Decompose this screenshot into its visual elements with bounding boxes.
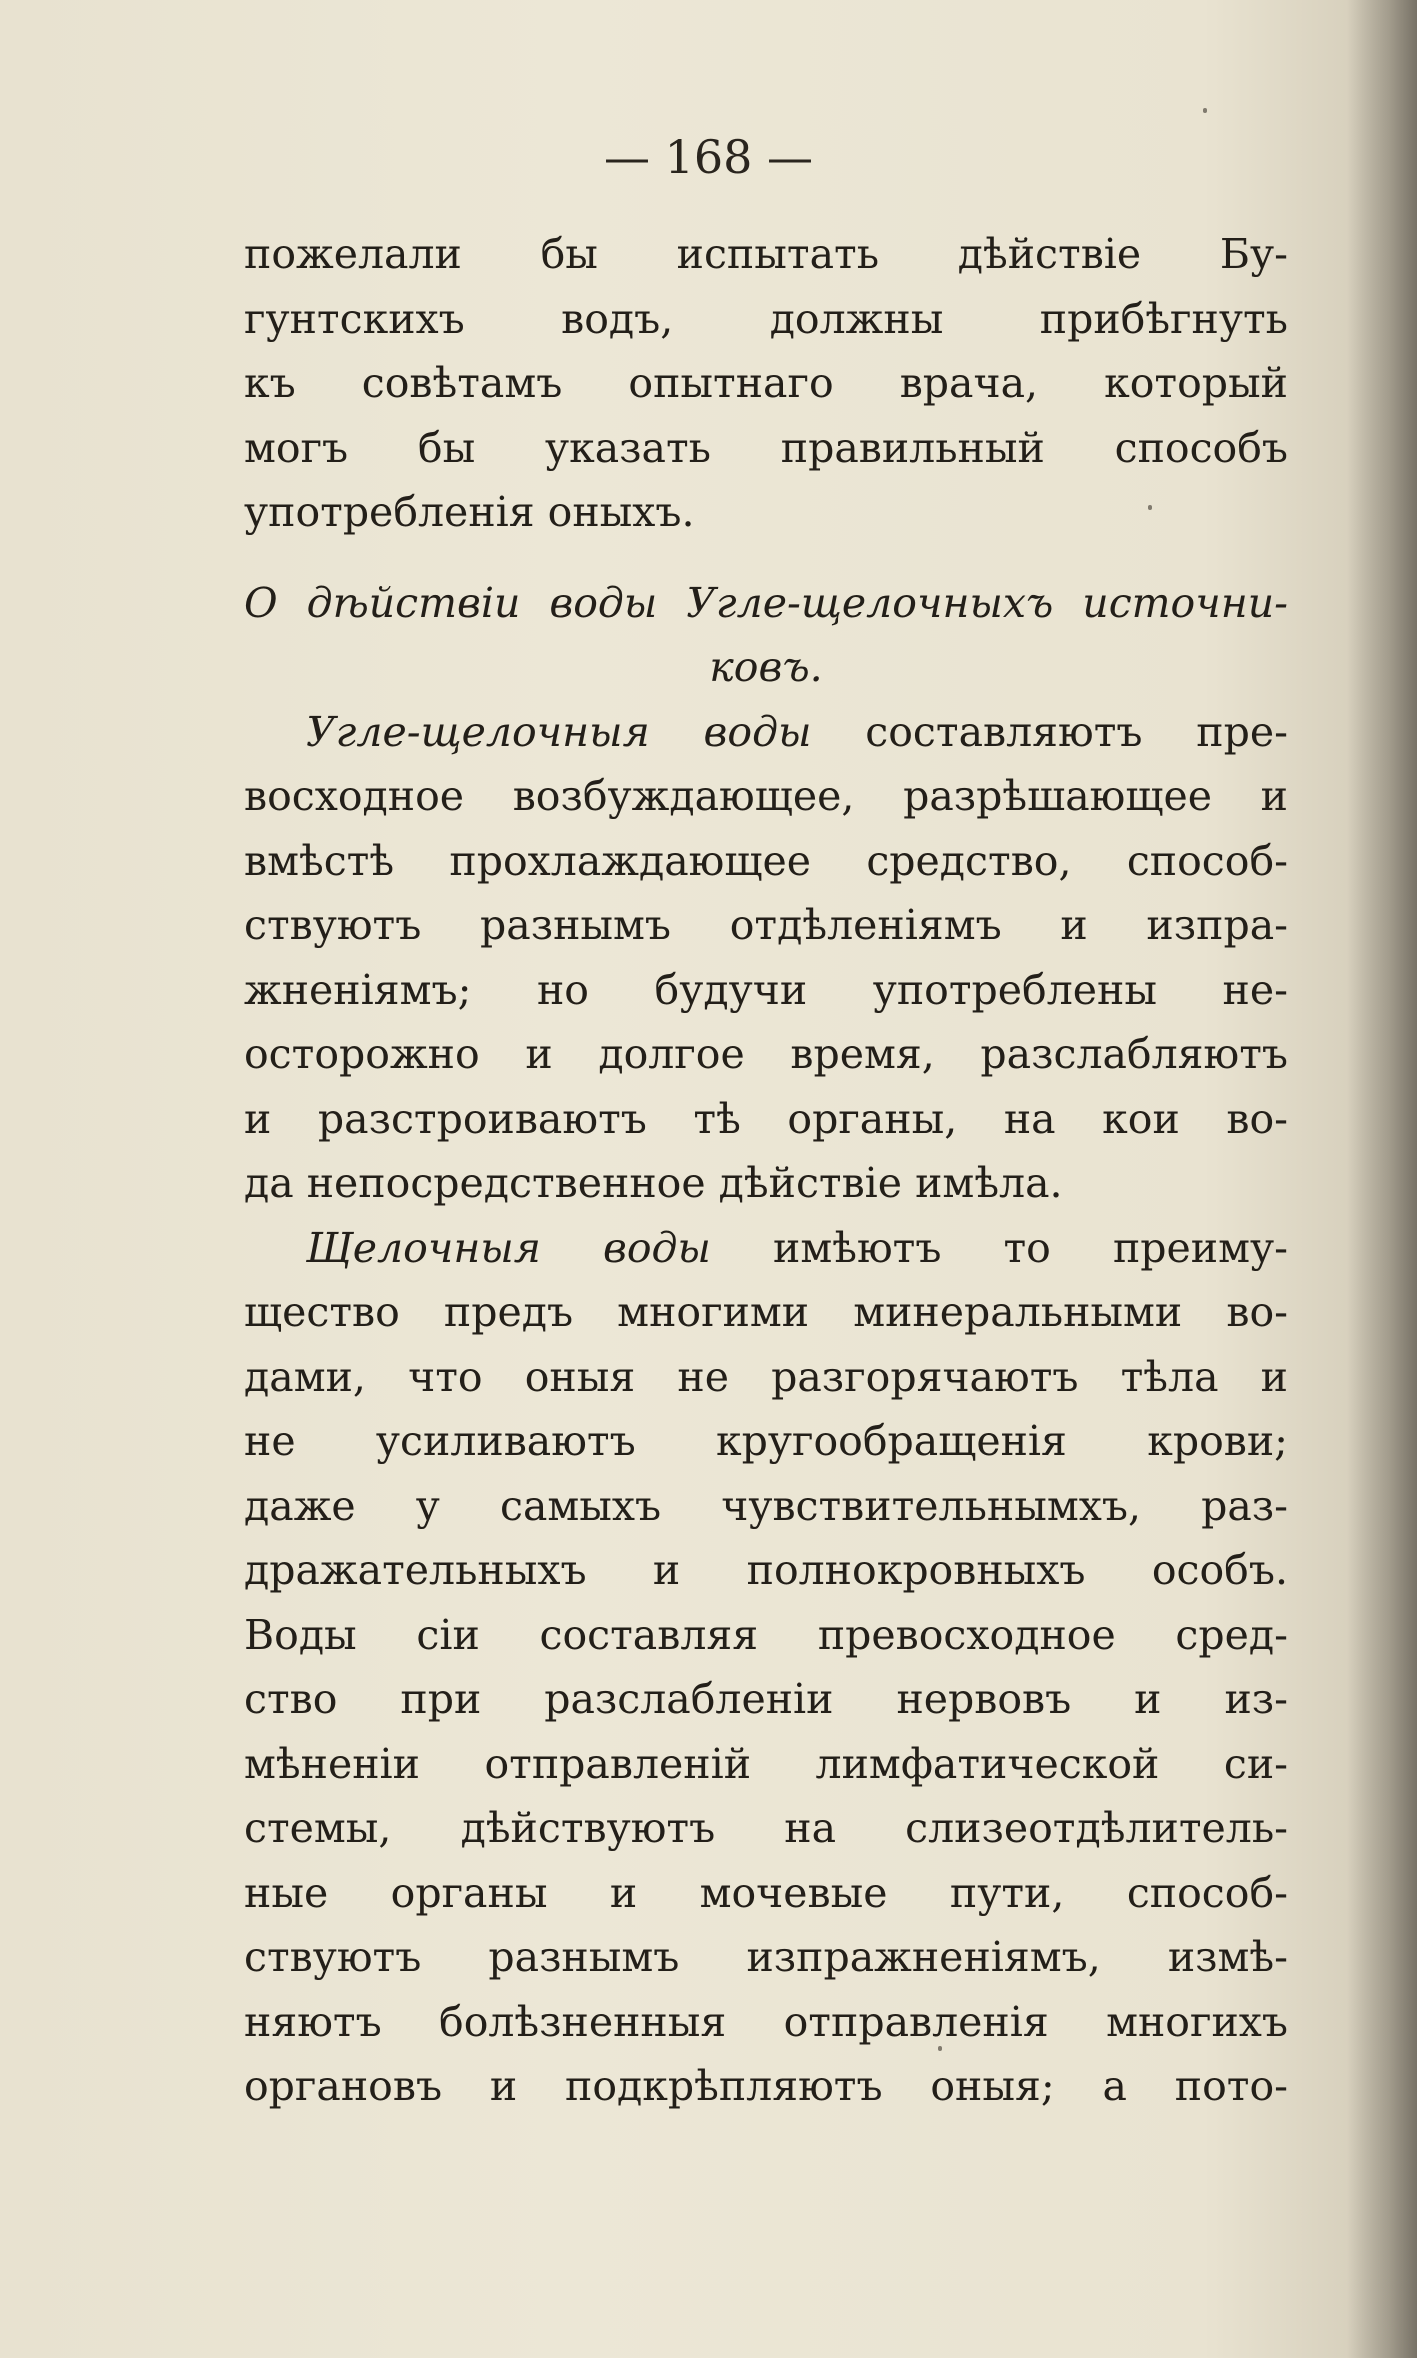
section-heading: О дѣйствіи воды Угле-щелочныхъ источни- — [244, 578, 1288, 627]
text-line: органовъ и подкрѣпляютъ оныя; а пото- — [244, 2062, 1288, 2110]
text-line: няютъ болѣзненныя отправленія многихъ — [244, 1997, 1288, 2046]
text-line: и разстроиваютъ тѣ органы, на кои во- — [244, 1094, 1288, 1143]
text-line: даже у самыхъ чувствительнымхъ, раз- — [244, 1481, 1288, 1530]
text-line: могъ бы указать правильный способъ — [244, 423, 1288, 472]
text-line: гунтскихъ водъ, должны прибѣгнуть — [244, 294, 1288, 343]
page-number: — 168 — — [603, 130, 814, 184]
section-gap — [244, 545, 1288, 571]
page-edge-shadow — [1347, 0, 1417, 2358]
paragraph-lead-line — [244, 1216, 1288, 1281]
text-line: не усиливаютъ кругообращенія крови; — [244, 1417, 1288, 1465]
text-line: стемы, дѣйствуютъ на слизеотдѣлитель- — [244, 1804, 1288, 1852]
text-line: дражательныхъ и полнокровныхъ особъ. — [244, 1546, 1288, 1594]
text-line: мѣненіи отправленій лимфатической си- — [244, 1739, 1288, 1788]
text-line: осторожно и долгое время, разслабляютъ — [244, 1030, 1288, 1078]
text-line: ство при разслабленіи нервовъ и из- — [244, 1675, 1288, 1723]
lead-text: составляютъ пре- — [811, 707, 1288, 756]
text-line: пожелали бы испытать дѣйствіе Бу- — [244, 230, 1288, 278]
text-line: употребленія оныхъ. — [244, 488, 695, 536]
section-heading-cont: ковъ. — [709, 643, 823, 691]
text-line: дами, что оныя не разгорячаютъ тѣла и — [244, 1352, 1288, 1401]
text-line: ствуютъ разнымъ отдѣленіямъ и изпра- — [244, 901, 1288, 949]
text-line: да непосредственное дѣйствіе имѣла. — [244, 1159, 1063, 1207]
italic-term: Угле-щелочныя воды — [306, 707, 812, 756]
text-line: ствуютъ разнымъ изпражненіямъ, измѣ- — [244, 1933, 1288, 1981]
text-line: къ совѣтамъ опытнаго врача, который — [244, 359, 1288, 407]
text-line: восходное возбуждающее, разрѣшающее и — [244, 772, 1288, 820]
text-line: жненіямъ; но будучи употреблены не- — [244, 965, 1288, 1014]
lead-text: имѣютъ то преиму- — [710, 1223, 1288, 1272]
page-text — [244, 222, 1288, 2119]
text-line: ные органы и мочевые пути, способ- — [244, 1868, 1288, 1917]
text-line: щество предъ многими минеральными во- — [244, 1288, 1288, 1336]
paragraph-lead-line — [244, 700, 1288, 765]
italic-term: Щелочныя воды — [306, 1223, 711, 1272]
ink-speck — [1203, 108, 1207, 113]
text-line: Воды сіи составляя превосходное сред- — [244, 1610, 1288, 1659]
text-line: вмѣстѣ прохлаждающее средство, способ- — [244, 836, 1288, 885]
